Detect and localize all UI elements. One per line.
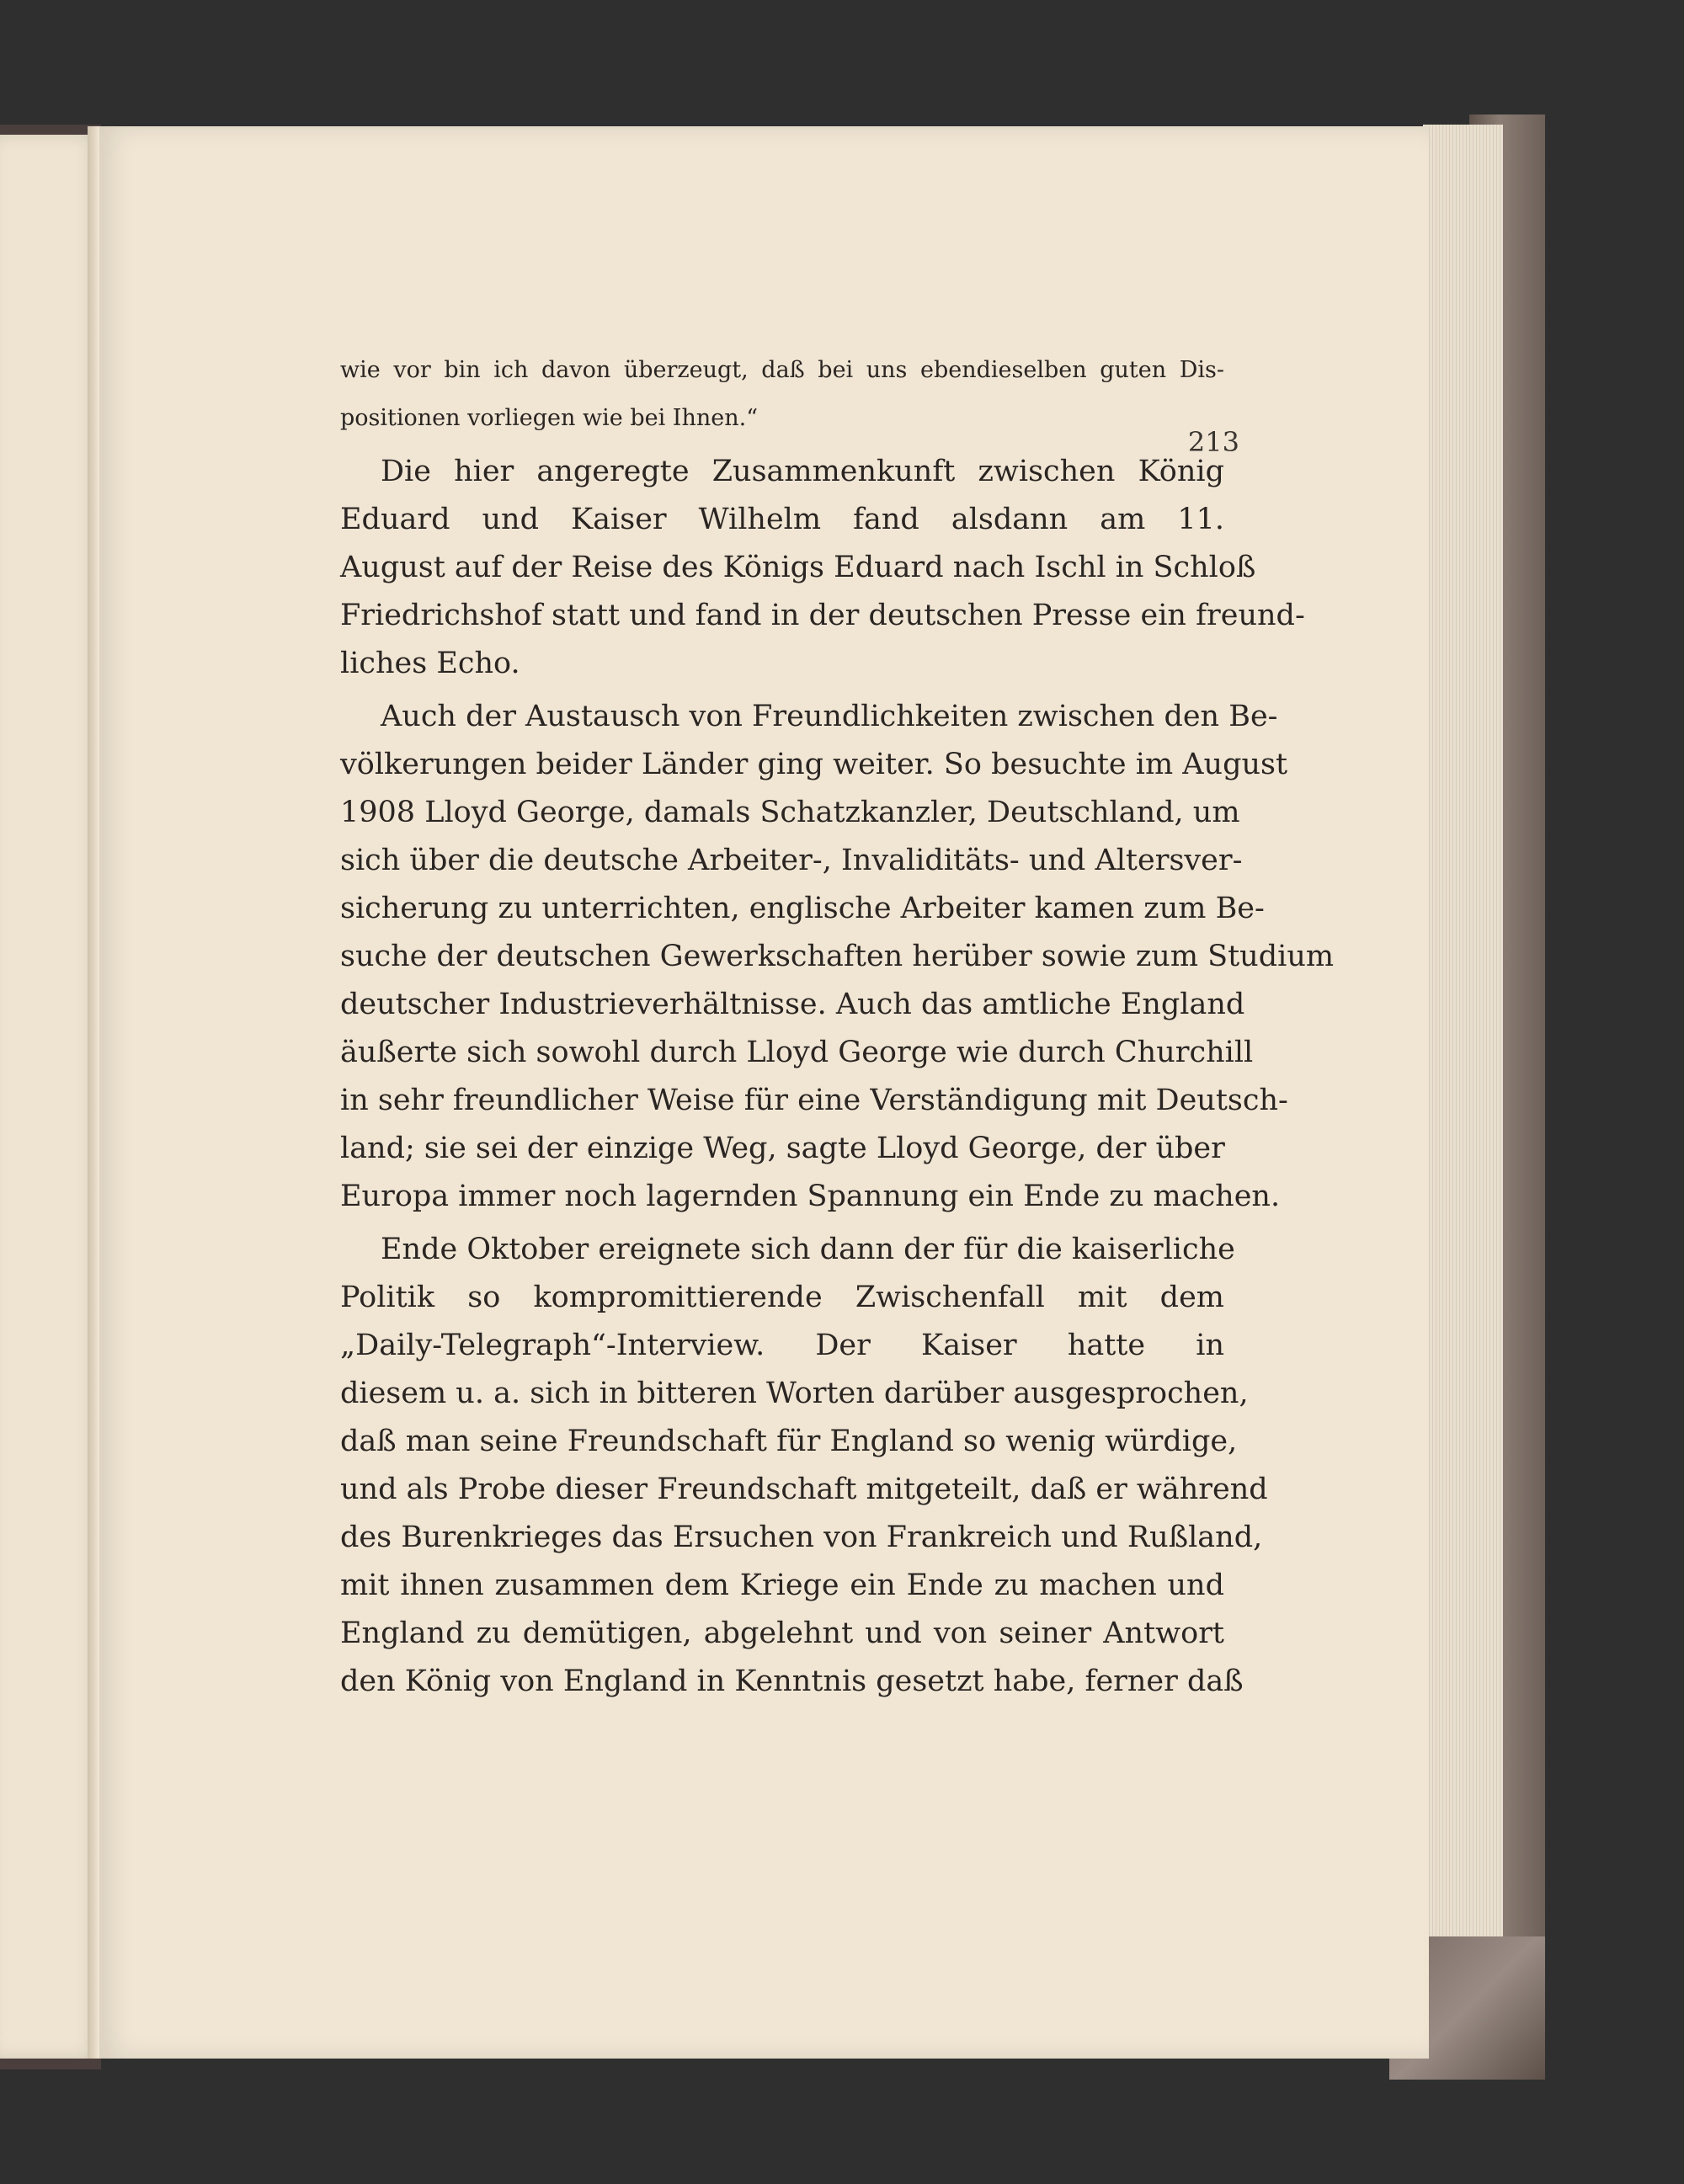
page-block-edges (1423, 125, 1503, 2053)
text-line: daß man seine Freundschaft für England so wenig würdige, (340, 1425, 1238, 1458)
text-line: suche der deutschen Gewerkschaften herüber sowie zum Studium (340, 940, 1335, 973)
text-line: 1908 Lloyd George, damals Schatzkanzler, Deutschland, um (340, 796, 1240, 829)
text-line: liches Echo. (340, 647, 520, 680)
text-line: völkerungen beider Länder ging weiter. So besuchte im August (340, 748, 1288, 781)
page-number: 213 (1187, 426, 1239, 458)
text-line: „Daily-Telegraph“-Interview. Der Kaiser hatte in (340, 1329, 1224, 1362)
text-line: wie vor bin ich davon überzeugt, daß bei uns ebendieselben guten Dis- (340, 357, 1224, 383)
text-line: England zu demütigen, abgelehnt und von seiner Antwort (340, 1617, 1224, 1650)
text-line: diesem u. a. sich in bitteren Worten darüber ausgesprochen, (340, 1377, 1249, 1410)
text-line: mit ihnen zusammen dem Kriege ein Ende zu machen und (340, 1569, 1224, 1602)
text-line: Politik so kompromittierende Zwischenfall mit dem (340, 1281, 1224, 1314)
text-line: sich über die deutsche Arbeiter-, Invaliditäts- und Altersver- (340, 844, 1243, 877)
text-line: und als Probe dieser Freundschaft mitgeteilt, daß er während (340, 1473, 1268, 1506)
text-line: sicherung zu unterrichten, englische Arbeiter kamen zum Be- (340, 892, 1265, 925)
text-line: den König von England in Kenntnis gesetzt habe, ferner daß (340, 1665, 1244, 1698)
text-line: deutscher Industrieverhältnisse. Auch das amtliche England (340, 988, 1245, 1021)
text-line: in sehr freundlicher Weise für eine Verständigung mit Deutsch- (340, 1084, 1288, 1117)
book-page (94, 126, 1429, 2059)
text-line: August auf der Reise des Königs Eduard nach Ischl in Schloß (340, 551, 1256, 584)
text-line: Europa immer noch lagernden Spannung ein Ende zu machen. (340, 1180, 1281, 1213)
text-line: Eduard und Kaiser Wilhelm fand alsdann am 11. (340, 503, 1224, 536)
left-page (0, 135, 99, 2059)
text-line: des Burenkrieges das Ersuchen von Frankreich und Rußland, (340, 1521, 1263, 1554)
text-line: Friedrichshof statt und fand in der deutschen Presse ein freund- (340, 599, 1305, 632)
text-line: Ende Oktober ereignete sich dann der für die kaiserliche (381, 1233, 1235, 1266)
text-line: land; sie sei der einzige Weg, sagte Lloyd George, der über (340, 1132, 1225, 1165)
text-line: Auch der Austausch von Freundlichkeiten zwischen den Be- (381, 700, 1278, 733)
text-line: äußerte sich sowohl durch Lloyd George wie durch Churchill (340, 1036, 1254, 1069)
text-line: positionen vorliegen wie bei Ihnen.“ (340, 405, 758, 431)
text-line: Die hier angeregte Zusammenkunft zwischen König (381, 455, 1224, 488)
page-gutter (88, 126, 99, 2059)
